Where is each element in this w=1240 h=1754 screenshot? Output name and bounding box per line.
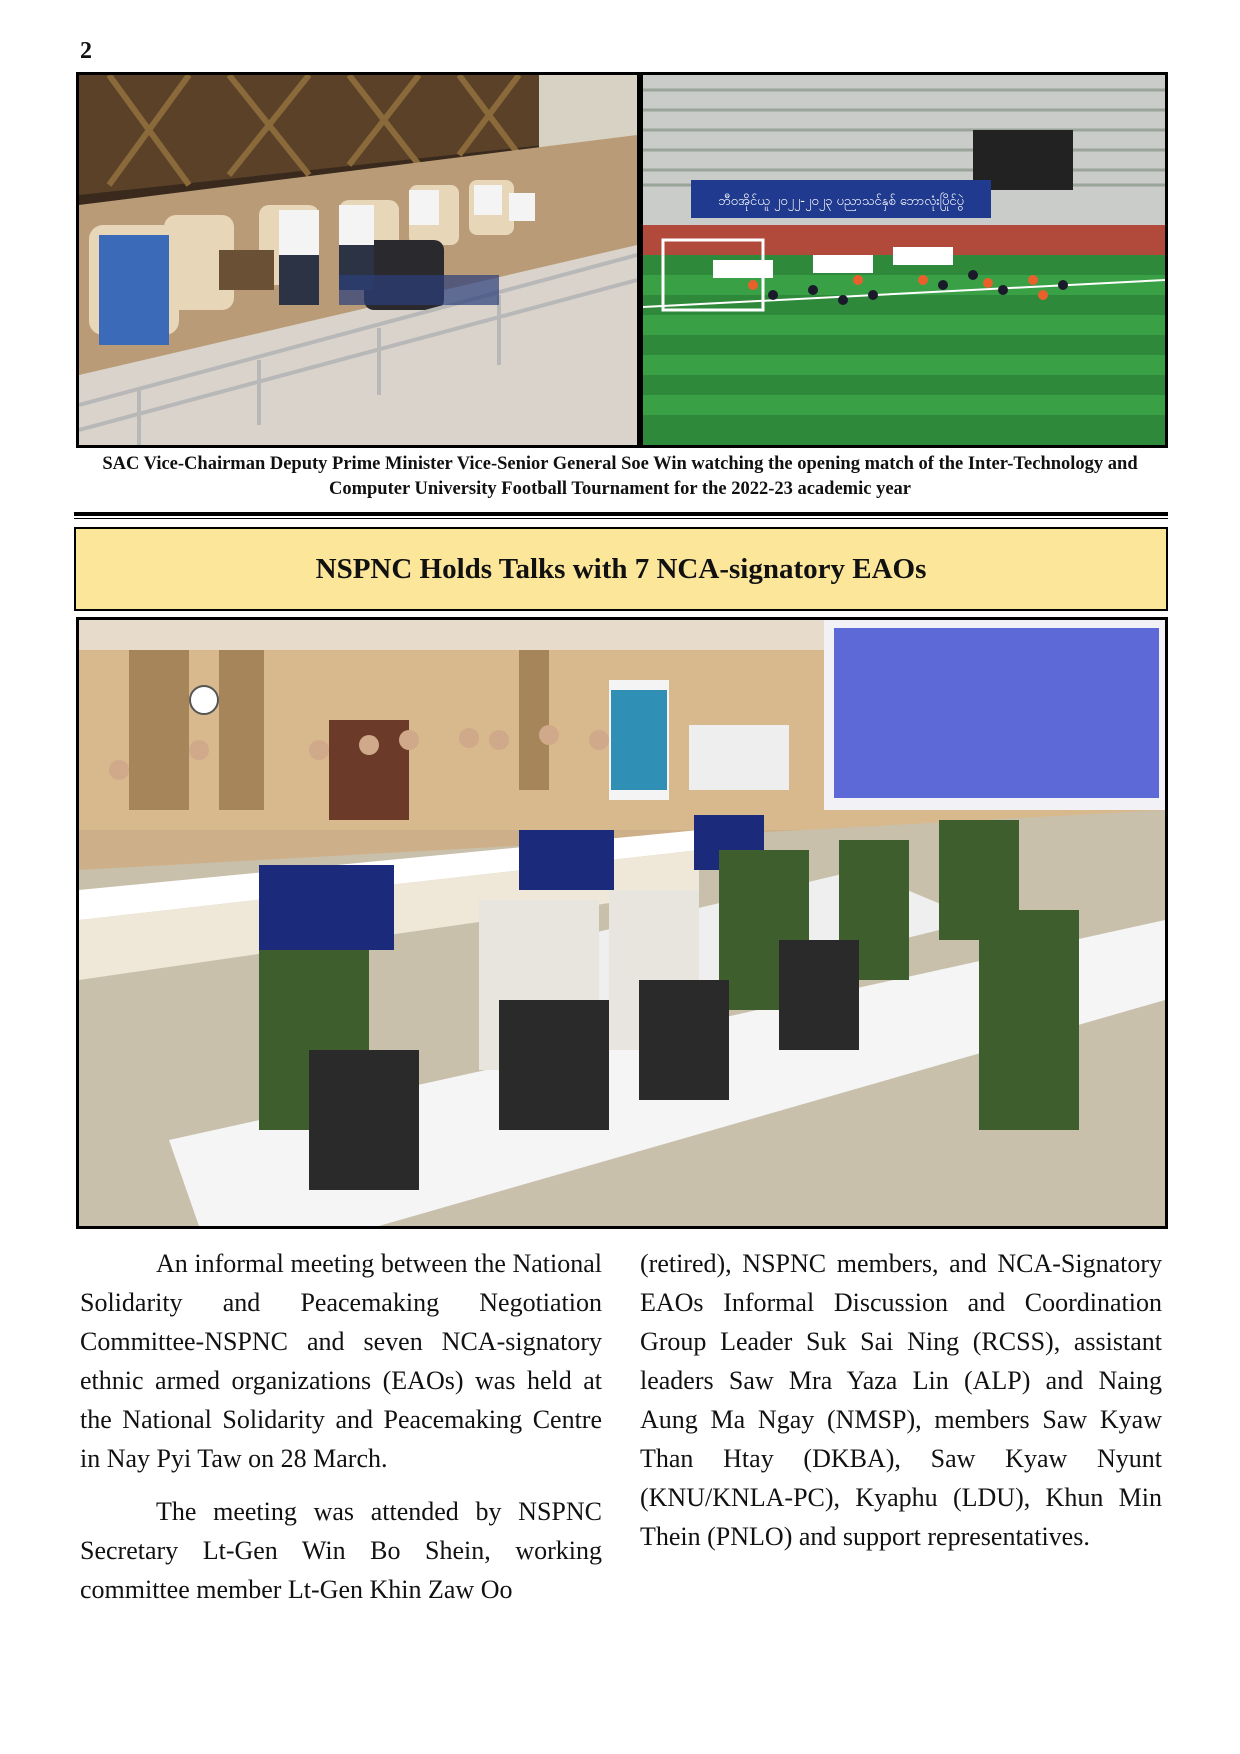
paragraph-2-cont: (retired), NSPNC members, and NCA-Signatory EAOs Informal Discussion and Coordination Group Leader Suk Sai Ning (RCSS), assistant leaders Saw Mra Yaza Lin (ALP) and Naing Aung Ma Ngay (NMSP), members Saw Kyaw Than Htay (DKBA), Saw Kyaw Nyunt (KNU/KNLA-PC), Kyaphu (LDU), Khun Min Thein (PNLO) and support representatives. <box>640 1249 1162 1551</box>
article-column-left <box>80 1244 602 1623</box>
photo-caption: SAC Vice-Chairman Deputy Prime Minister Vice-Senior General Soe Win watching the opening match of the Inter-Technology and Computer University Football Tournament for the 2022-23 academic year <box>102 454 1138 499</box>
section-divider-thick <box>74 512 1168 516</box>
top-photo-frame <box>76 72 1168 448</box>
vip-box-photo <box>79 75 637 445</box>
paragraph-1: An informal meeting between the National Solidarity and Peacemaking Negotiation Committee-NSPNC and seven NCA-signatory ethnic armed organizations (EAOs) was held at the National Solidarity and Peacemaking Centre in Nay Pyi Taw on 28 March. <box>80 1249 602 1473</box>
football-match-photo <box>643 75 1165 445</box>
meeting-photo <box>79 620 1165 1226</box>
headline-text: NSPNC Holds Talks with 7 NCA-signatory EAOs <box>315 552 927 585</box>
meeting-photo-frame <box>76 617 1168 1229</box>
stadium-banner-text: ဘီ၀အိုင်ယူ ၂၀၂၂-၂၀၂၃ ပညာသင်နှစ် ဘောလုံးပြိုင်ပွဲ <box>718 194 964 209</box>
paragraph-2-start: The meeting was attended by NSPNC Secretary Lt-Gen Win Bo Shein, working committee member Lt-Gen Khin Zaw Oo <box>80 1497 602 1604</box>
section-divider-thin <box>74 518 1168 519</box>
article-column-right <box>640 1244 1162 1570</box>
page-number: 2 <box>80 38 92 64</box>
article-headline <box>74 527 1168 611</box>
